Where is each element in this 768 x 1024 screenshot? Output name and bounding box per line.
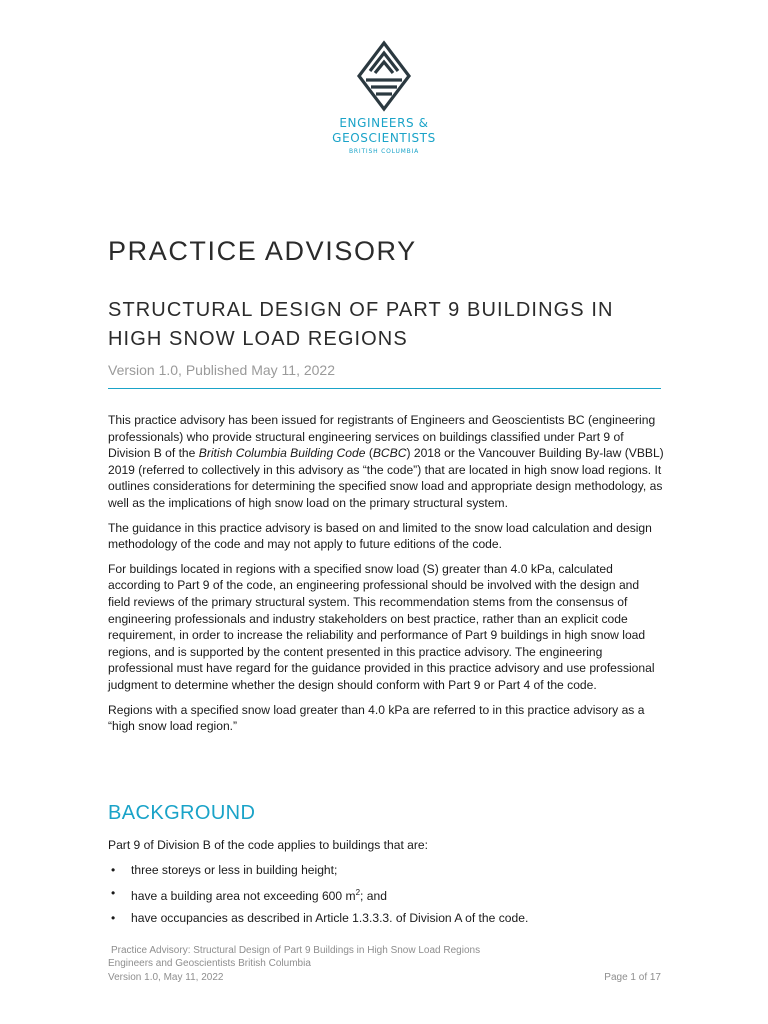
code-name-italic: British Columbia Building Code [198,446,366,461]
logo-text-geoscientists: GEOSCIENTISTS [332,131,436,145]
logo-text-engineers: ENGINEERS & [339,116,429,130]
bullet-icon: • [111,911,116,926]
list-item-text-end: ; and [360,888,387,903]
intro-section [108,412,664,743]
intro-paragraph-1 [108,412,664,512]
background-intro: Part 9 of Division B of the code applies to buildings that are: [108,838,429,852]
document-title: PRACTICE ADVISORY [108,236,417,266]
footer-version: Version 1.0, May 11, 2022 [108,971,224,983]
list-item [108,862,528,879]
intro-paragraph-3: For buildings located in regions with a specified snow load (S) greater than 4.0 kPa, calculated according to Part 9 of the code, an engineering professional should be involved with the design and field reviews of the primary structural system. This recommendation stems from the consensus of engineering professionals and industry stakeholders on best practice, rather than an explicit code requirement, in order to increase the reliability and performance of Part 9 buildings in high snow load regions, and is supported by the content presented in this practice advisory. The engineering professional must have regard for the guidance provided in this practice advisory and use professional judgment to determine whether the design should conform with Part 9 or Part 4 of the code. [108,561,655,692]
superscript: 2 [355,887,361,897]
version-line: Version 1.0, Published May 11, 2022 [108,362,336,378]
footer-document-title: Practice Advisory: Structural Design of Part 9 Buildings in High Snow Load Regions [111,945,481,956]
footer-organization: Engineers and Geoscientists British Columbia [108,958,311,970]
egbc-logo [330,40,438,156]
bullet-icon: • [111,885,116,900]
intro-p1-text-c: ( [365,446,373,461]
intro-paragraph-4: Regions with a specified snow load greater than 4.0 kPa are referred to in this practice advisory as a “high snow load region.” [108,702,645,734]
egbc-diamond-icon [356,40,412,112]
intro-paragraph-2: The guidance in this practice advisory is based on and limited to the snow load calculation and design methodology of the code and may not apply to future editions of the code. [108,520,652,552]
document-subtitle: STRUCTURAL DESIGN OF PART 9 BUILDINGS IN HIGH SNOW LOAD REGIONS [108,299,614,350]
code-abbrev-italic: BCBC [372,446,407,461]
background-bullet-list [108,862,528,933]
list-item-text: three storeys or less in building height; [131,863,338,877]
page-footer [108,944,661,984]
intro-p1-text-e: ) 2018 or the Vancouver Building By-law (VBBL) 2019 (referred to collectively in this advisory as “the code”) that are located in high snow load regions. It outlines considerations for determining the specified snow load and appropriate design methodology, as well as the implications of high snow load on the primary structural system. [108,446,664,510]
list-item-text: have occupancies as described in Article 1.3.3.3. of Division A of the code. [131,911,529,926]
page-number: Page 1 of 17 [604,971,661,983]
title-divider [108,388,661,389]
intro-p1-text-a: This practice advisory has been issued for registrants of Engineers and Geoscientists BC (engineering professionals) who provide structural engineering services on buildings classified under Part 9 of Division B of the [108,413,656,461]
list-item-text: have a building area not exceeding 600 m [131,888,356,903]
list-item [108,910,528,927]
list-item [108,885,528,905]
bullet-icon: • [111,863,116,877]
background-heading: BACKGROUND [108,802,256,824]
logo-text-region: BRITISH COLUMBIA [348,148,420,155]
